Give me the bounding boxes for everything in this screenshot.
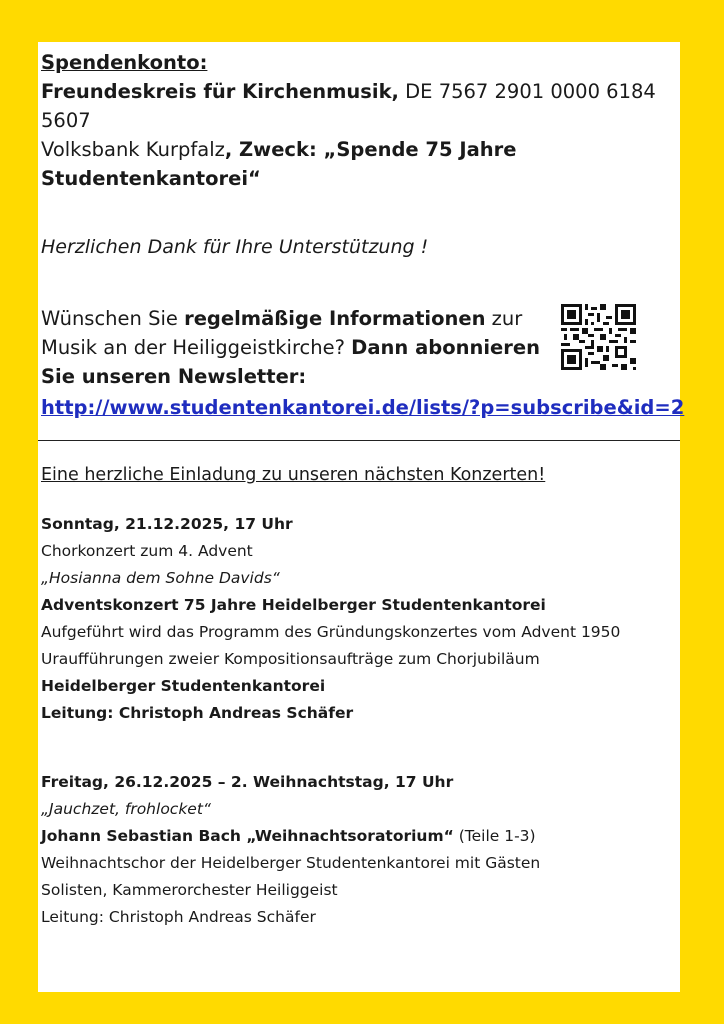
donation-section <box>41 48 678 193</box>
donation-purpose: , Zweck: „Spende 75 Jahre <box>224 138 517 161</box>
qr-code-icon[interactable] <box>561 304 636 370</box>
concert-2-date: Freitag, 26.12.2025 – 2. Weihnachtstag, 17 Uhr <box>41 773 454 791</box>
concert-1-subtitle: Adventskonzert 75 Jahre Heidelberger Studentenkantorei <box>41 596 546 614</box>
concert-1-description-2: Uraufführungen zweier Kompositionsaufträge zum Chorjubiläum <box>41 650 540 668</box>
concert-2 <box>41 769 678 931</box>
donation-iban-cont: 5607 <box>41 109 91 132</box>
newsletter-subscribe-link[interactable]: http://www.studentenkantorei.de/lists/?p=subscribe&id=2 <box>41 396 685 419</box>
thanks-note: Herzlichen Dank für Ihre Unterstützung ! <box>41 236 429 258</box>
donation-heading: Spendenkonto: <box>41 51 208 74</box>
concert-2-choir: Weihnachtschor der Heidelberger Studentenkantorei mit Gästen <box>41 854 541 872</box>
newsletter-text-1: Wünschen Sie <box>41 307 185 330</box>
newsletter-bold-2: Dann abonnieren <box>351 336 540 359</box>
concert-2-parts: (Teile 1-3) <box>453 827 536 845</box>
section-divider <box>38 440 680 441</box>
flyer-page <box>38 42 685 992</box>
concert-1 <box>41 511 678 727</box>
concert-1-type: Chorkonzert zum 4. Advent <box>41 542 253 560</box>
concert-invitation-heading: Eine herzliche Einladung zu unseren nächsten Konzerten! <box>41 465 546 485</box>
donation-iban: DE 7567 2901 0000 6184 <box>398 80 656 103</box>
concert-1-date: Sonntag, 21.12.2025, 17 Uhr <box>41 515 293 533</box>
donation-purpose-cont: Studentenkantorei“ <box>41 167 261 190</box>
concert-1-title: „Hosianna dem Sohne Davids“ <box>41 569 280 587</box>
concert-2-work: Johann Sebastian Bach „Weihnachtsoratorium“ <box>41 827 454 845</box>
concert-2-title: „Jauchzet, frohlocket“ <box>41 800 211 818</box>
concert-1-ensemble: Heidelberger Studentenkantorei <box>41 677 326 695</box>
donation-bank: Volksbank Kurpfalz <box>41 138 225 161</box>
donation-recipient: Freundeskreis für Kirchenmusik, <box>41 80 399 103</box>
newsletter-text-3: Musik an der Heiliggeistkirche? <box>41 336 352 359</box>
concert-1-conductor: Leitung: Christoph Andreas Schäfer <box>41 704 354 722</box>
newsletter-text-2: zur <box>485 307 523 330</box>
concert-1-description-1: Aufgeführt wird das Programm des Gründungskonzertes vom Advent 1950 <box>41 623 621 641</box>
newsletter-bold-3: Sie unseren Newsletter: <box>41 365 307 388</box>
concert-2-soloists: Solisten, Kammerorchester Heiliggeist <box>41 881 338 899</box>
newsletter-bold-1: regelmäßige Informationen <box>184 307 486 330</box>
concert-2-conductor: Leitung: Christoph Andreas Schäfer <box>41 908 316 926</box>
newsletter-section <box>41 304 685 422</box>
